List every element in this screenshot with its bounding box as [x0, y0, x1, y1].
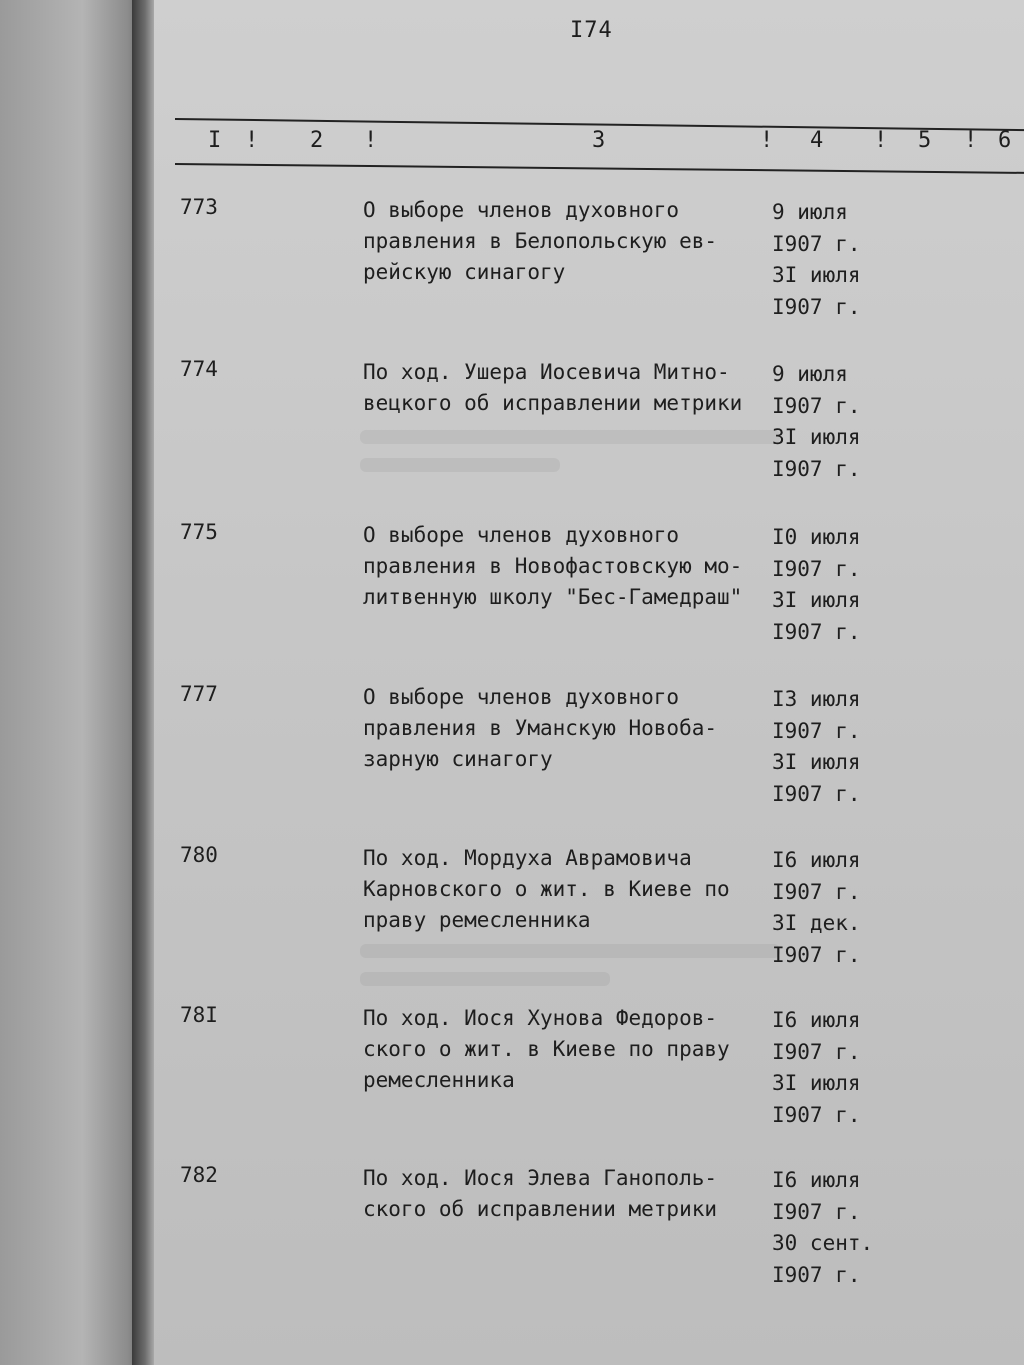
header-rule-bottom — [175, 163, 1024, 174]
entry-description — [363, 1163, 773, 1225]
start-year: I907 г. — [772, 556, 861, 581]
description-line: Карновского о жит. в Киеве по — [363, 877, 730, 901]
description-line: литвенную школу "Бес-Гамедраш" — [363, 585, 743, 609]
entry-number: 773 — [180, 195, 218, 219]
entry-number: 782 — [180, 1163, 218, 1187]
start-year: I907 г. — [772, 393, 861, 418]
description-line: По ход. Ушера Иосевича Митно- — [363, 360, 730, 384]
start-date: I6 июля — [772, 1008, 861, 1032]
column-separator: ! — [874, 128, 888, 153]
entry-description — [363, 357, 773, 419]
entry-description — [363, 1003, 773, 1096]
description-line: О выборе членов духовного — [363, 198, 680, 222]
entry-number: 774 — [180, 357, 218, 381]
entry-dates — [772, 1165, 882, 1291]
entry-dates — [772, 845, 882, 971]
column-header-3: 3 — [592, 128, 606, 153]
entry-number: 775 — [180, 520, 218, 544]
register-entry — [150, 1003, 1024, 1163]
end-date: 3I июля — [772, 263, 861, 287]
column-separator: ! — [245, 128, 259, 153]
column-separator: ! — [364, 128, 378, 153]
end-year: I907 г. — [772, 619, 861, 644]
register-entry — [150, 357, 1024, 517]
end-year: I907 г. — [772, 942, 861, 967]
register-entry — [150, 195, 1024, 355]
document-page — [150, 0, 1024, 1365]
register-entry — [150, 1163, 1024, 1323]
description-line: По ход. Иося Элева Ганополь- — [363, 1166, 718, 1190]
description-line: ского об исправлении метрики — [363, 1197, 718, 1221]
end-date: 3I июля — [772, 1071, 861, 1095]
entry-number: 78I — [180, 1003, 218, 1027]
start-year: I907 г. — [772, 1039, 861, 1064]
end-year: I907 г. — [772, 1102, 861, 1127]
start-date: I6 июля — [772, 848, 861, 872]
end-year: I907 г. — [772, 781, 861, 806]
start-year: I907 г. — [772, 879, 861, 904]
description-line: праву ремесленника — [363, 908, 591, 932]
entry-number: 780 — [180, 843, 218, 867]
register-entry — [150, 682, 1024, 842]
description-line: О выборе членов духовного — [363, 523, 680, 547]
description-line: ремесленника — [363, 1068, 515, 1092]
entry-dates — [772, 1005, 882, 1131]
entry-number: 777 — [180, 682, 218, 706]
column-separator: ! — [760, 128, 774, 153]
description-line: вецкого об исправлении метрики — [363, 391, 743, 415]
book-gutter — [132, 0, 154, 1365]
register-entry — [150, 520, 1024, 680]
column-header-5: 5 — [918, 128, 932, 153]
entry-description — [363, 843, 773, 936]
start-year: I907 г. — [772, 1199, 861, 1224]
facing-page — [0, 0, 150, 1365]
entry-description — [363, 195, 773, 288]
description-line: зарную синагогу — [363, 747, 553, 771]
description-line: правления в Уманскую Новоба- — [363, 716, 718, 740]
entry-dates — [772, 684, 882, 810]
start-date: 9 июля — [772, 200, 848, 224]
description-line: правления в Новофастовскую мо- — [363, 554, 743, 578]
end-year: I907 г. — [772, 1262, 861, 1287]
description-line: правления в Белопольскую ев- — [363, 229, 718, 253]
start-year: I907 г. — [772, 718, 861, 743]
start-date: I0 июля — [772, 525, 861, 549]
end-date: 3I июля — [772, 425, 861, 449]
entry-description — [363, 682, 773, 775]
column-header-2: 2 — [310, 128, 324, 153]
entry-description — [363, 520, 773, 613]
entry-dates — [772, 197, 882, 323]
column-header-1: I — [208, 128, 222, 153]
start-date: I3 июля — [772, 687, 861, 711]
description-line: рейскую синагогу — [363, 260, 566, 284]
end-year: I907 г. — [772, 294, 861, 319]
start-year: I907 г. — [772, 231, 861, 256]
end-date: 30 сент. — [772, 1231, 874, 1255]
description-line: О выборе членов духовного — [363, 685, 680, 709]
end-date: 3I дек. — [772, 911, 861, 935]
register-entry — [150, 843, 1024, 1003]
entry-dates — [772, 522, 882, 648]
column-separator: ! — [964, 128, 978, 153]
start-date: I6 июля — [772, 1168, 861, 1192]
description-line: По ход. Иося Хунова Федоров- — [363, 1006, 718, 1030]
page-number: I74 — [570, 18, 613, 43]
entry-dates — [772, 359, 882, 485]
description-line: ского о жит. в Киеве по праву — [363, 1037, 730, 1061]
end-year: I907 г. — [772, 456, 861, 481]
start-date: 9 июля — [772, 362, 848, 386]
column-header-6: 6 — [998, 128, 1012, 153]
end-date: 3I июля — [772, 750, 861, 774]
description-line: По ход. Мордуха Аврамовича — [363, 846, 692, 870]
end-date: 3I июля — [772, 588, 861, 612]
column-header-4: 4 — [810, 128, 824, 153]
